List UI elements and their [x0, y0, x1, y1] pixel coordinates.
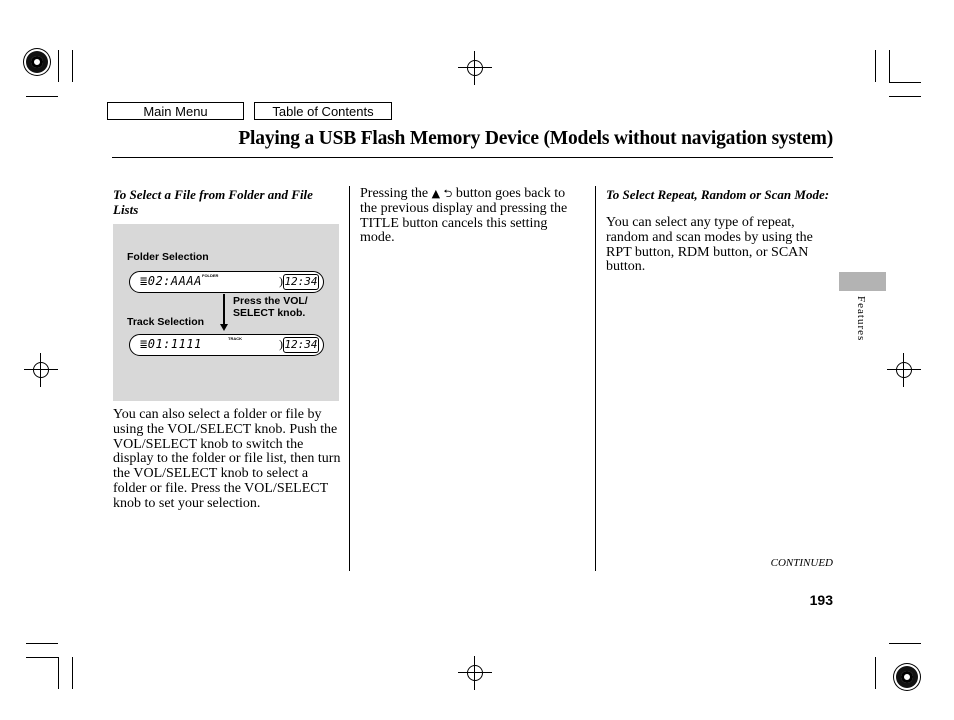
folder-file-subheading: To Select a File from Folder and File Lists — [113, 187, 313, 217]
crosshair-mark-right — [887, 353, 921, 387]
page-title: Playing a USB Flash Memory Device (Models without navigation system) — [238, 128, 833, 149]
crop-mark — [875, 657, 876, 689]
table-of-contents-button[interactable]: Table of Contents — [254, 102, 392, 120]
selection-arrowhead — [220, 324, 228, 331]
folder-lcd-text: ≣02:AAAA — [140, 274, 202, 288]
crop-mark — [72, 50, 73, 82]
crop-mark — [889, 82, 921, 83]
folder-file-body-text: You can also select a folder or file by using the VOL/SELECT knob. Push the VOL/SELECT knob to switch the display to the folder or file list, then turn the VOL/SELECT knob to select a folder or file. Press the VOL/SELECT knob to set your selection. — [113, 407, 341, 511]
title-button-paragraph: Pressing the ▲ ⮌ button goes back to the previous display and pressing the TITLE button cancels this setting mode. — [360, 186, 568, 246]
selection-arrow — [223, 294, 225, 326]
registration-mark-top-left — [26, 51, 48, 73]
crosshair-mark-bottom — [458, 656, 492, 690]
registration-mark-bottom-right — [896, 666, 918, 688]
lcd-bracket: ) — [279, 274, 283, 288]
main-menu-button[interactable]: Main Menu — [107, 102, 244, 120]
features-section-label: Features — [855, 296, 867, 342]
folder-lcd-clock: 12:34 — [284, 275, 318, 288]
column-divider — [595, 186, 596, 571]
crop-mark — [889, 50, 890, 82]
crop-mark — [26, 657, 58, 658]
folder-selection-label: Folder Selection — [127, 251, 209, 263]
folder-lcd-display — [129, 271, 324, 293]
crop-mark — [72, 657, 73, 689]
press-knob-label-line2: SELECT knob. — [233, 307, 306, 319]
folder-indicator: FOLDER — [202, 273, 219, 278]
crop-mark — [26, 643, 58, 644]
repeat-random-scan-subheading: To Select Repeat, Random or Scan Mode: — [606, 187, 830, 202]
repeat-random-scan-body-text: You can select any type of repeat, random and scan modes by using the RPT button, RDM button, or SCAN button. — [606, 215, 813, 275]
crop-mark — [58, 657, 59, 689]
display-figure — [113, 224, 339, 401]
crop-mark — [875, 50, 876, 82]
crosshair-mark-top — [458, 51, 492, 85]
crop-mark — [889, 643, 921, 644]
track-lcd-text: ≣01:1111 — [140, 337, 202, 351]
title-rule — [112, 157, 833, 158]
column-divider — [349, 186, 350, 571]
lcd-bracket: ) — [279, 337, 283, 351]
up-arrow-return-icon: ▲ ⮌ — [431, 187, 453, 200]
press-knob-label-line1: Press the VOL/ — [233, 295, 308, 307]
page-number: 193 — [809, 592, 833, 608]
crop-mark — [58, 50, 59, 82]
track-lcd-display — [129, 334, 324, 356]
track-lcd-clock: 12:34 — [284, 338, 318, 351]
crop-mark — [26, 96, 58, 97]
continued-label: CONTINUED — [770, 557, 833, 569]
track-indicator: TRACK — [228, 336, 242, 341]
track-selection-label: Track Selection — [127, 316, 205, 328]
section-tab — [839, 272, 886, 291]
crop-mark — [889, 96, 921, 97]
crosshair-mark-left — [24, 353, 58, 387]
